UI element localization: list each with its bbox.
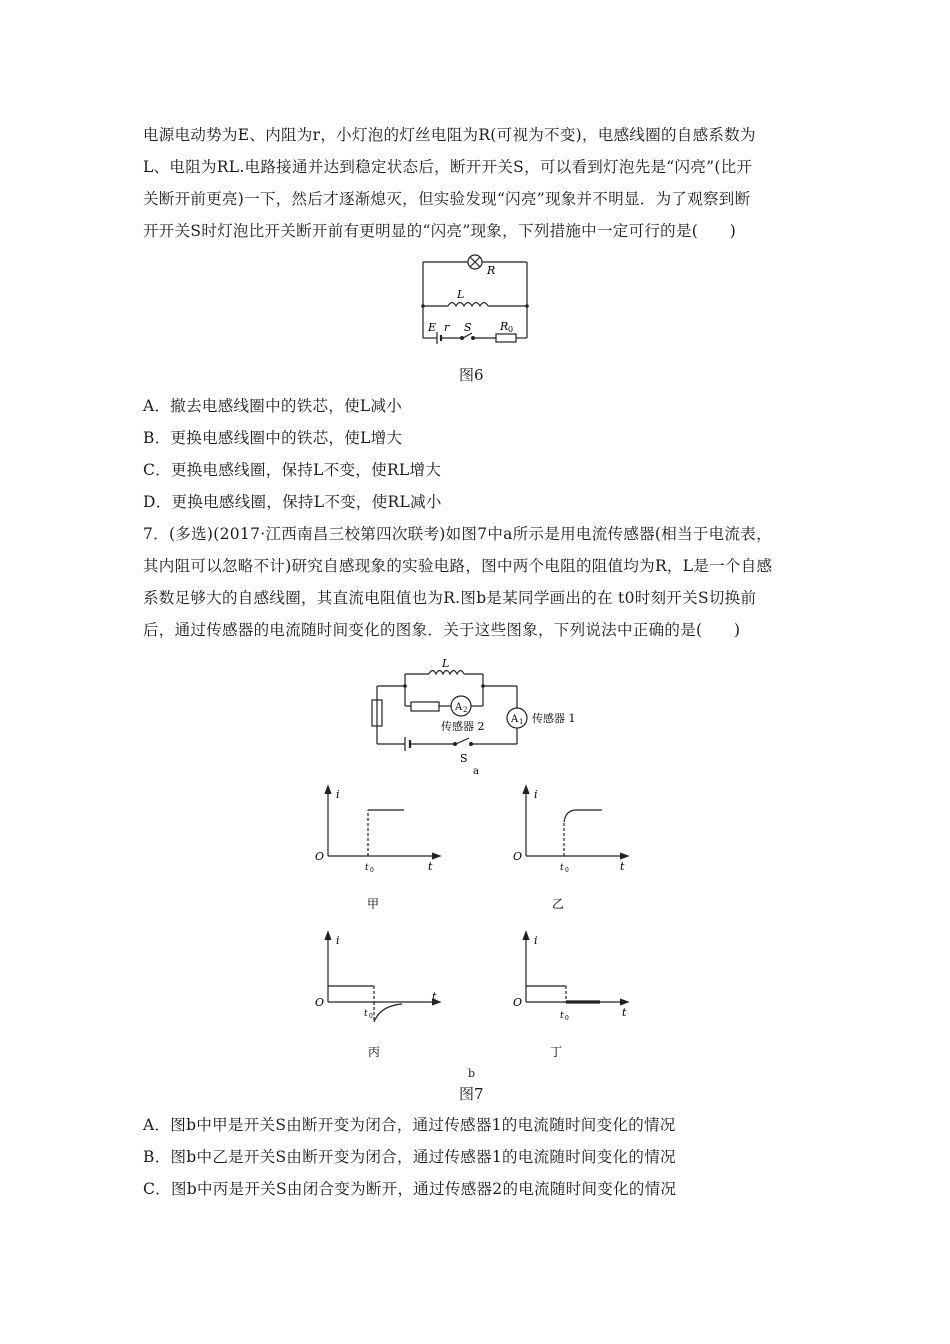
q7-line-4: 后，通过传感器的电流随时间变化的图象．关于这些图象，下列说法中正确的是( ) [143, 621, 741, 639]
label-L-7a: L [442, 657, 450, 670]
figure-6-caption: 图6 [459, 366, 484, 384]
label-A1: A [511, 714, 519, 725]
figure-7a-circuit [365, 652, 615, 777]
figure-7-caption: 图7 [459, 1085, 484, 1103]
origin-O: O [513, 850, 523, 863]
q6-line-4: 开开关S时灯泡比开关断开前有更明显的“闪亮”现象，下列措施中一定可行的是( ) [143, 222, 737, 240]
label-L: L [457, 288, 465, 301]
resistor-r0 [496, 334, 516, 342]
label-t0-sub: 0 [369, 1013, 373, 1020]
label-t0: t [560, 1011, 564, 1021]
label-A2: A [455, 702, 463, 713]
q7-option-a: A．图b中甲是开关S由断开变为闭合，通过传感器1的电流随时间变化的情况 [143, 1116, 676, 1134]
label-E: E [428, 321, 437, 334]
label-sensor1: 传感器 1 [532, 712, 576, 725]
label-S: S [464, 321, 472, 334]
q7-line-3: 系数足够大的自感线圈，其直流电阻值也为R.图b是某同学画出的在 t0时刻开关S切换前 [143, 589, 757, 607]
inductor-coil-7a [429, 671, 464, 675]
inductor-coil [448, 303, 488, 307]
graph-ding [510, 930, 650, 1060]
q6-line-2: L、电阻为RL.电路接通并达到稳定状态后，断开开关S，可以看到灯泡先是“闪亮”(比开 [143, 158, 753, 176]
label-S-7a: S [460, 752, 468, 765]
label-r: r [444, 321, 450, 334]
graph-yi [510, 784, 650, 914]
q7-line-1: 7．(多选)(2017·江西南昌三校第四次联考)如图7中a所示是用电流传感器(相当于电流表， [143, 525, 772, 543]
label-t0-sub: 0 [370, 867, 374, 874]
axis-i: i [336, 788, 340, 801]
q6-option-d: D．更换电感线圈，保持L不变，使RL减小 [143, 493, 442, 511]
graph-name-ding: 丁 [550, 1045, 563, 1059]
q7-option-c: C．图b中丙是开关S由闭合变为断开，通过传感器2的电流随时间变化的情况 [143, 1180, 677, 1198]
label-t0-sub: 0 [565, 1015, 569, 1022]
label-sub-a: a [473, 766, 479, 777]
axis-t: t [622, 1006, 627, 1019]
label-t0: t [365, 863, 369, 873]
origin-O: O [315, 850, 325, 863]
q6-option-b: B．更换电感线圈中的铁芯，使L增大 [143, 429, 403, 447]
label-sensor2: 传感器 2 [441, 720, 485, 733]
figure-6-circuit [410, 250, 540, 350]
axis-t: t [432, 990, 437, 1003]
axis-i: i [534, 934, 538, 947]
label-A1-sub: 1 [519, 718, 524, 726]
graph-name-bing: 丙 [368, 1045, 381, 1059]
graph-jia [312, 784, 452, 914]
label-t0: t [364, 1009, 368, 1019]
q6-line-3: 关断开前更亮)一下，然后才逐渐熄灭，但实验发现“闪亮”现象并不明显．为了观察到断 [143, 190, 751, 208]
axis-i: i [534, 788, 538, 801]
q6-line-1: 电源电动势为E、内阻为r，小灯泡的灯丝电阻为R(可视为不变)，电感线圈的自感系数为 [143, 126, 756, 144]
label-t0: t [560, 863, 564, 873]
origin-O: O [513, 996, 523, 1009]
q7-option-b: B．图b中乙是开关S由断开变为闭合，通过传感器1的电流随时间变化的情况 [143, 1148, 676, 1166]
graph-name-jia: 甲 [367, 897, 380, 911]
label-R: R [487, 264, 496, 277]
axis-t: t [620, 860, 625, 873]
resistor-branch [411, 702, 439, 711]
graph-bing [312, 930, 452, 1060]
label-A2-sub: 2 [463, 706, 468, 714]
graph-name-yi: 乙 [552, 897, 565, 911]
label-R0-sub: 0 [508, 325, 514, 334]
label-t0-sub: 0 [565, 867, 569, 874]
q7-line-2: 其内阻可以忽略不计)研究自感现象的实验电路，图中两个电阻的阻值均为R，L是一个自感 [143, 557, 773, 575]
q6-option-a: A．撤去电感线圈中的铁芯，使L减小 [143, 397, 403, 415]
origin-O: O [315, 996, 325, 1009]
axis-i: i [336, 934, 340, 947]
q6-option-c: C．更换电感线圈，保持L不变，使RL增大 [143, 461, 442, 479]
axis-t: t [428, 860, 433, 873]
label-R0: R [500, 320, 509, 333]
figure-7b-sublabel: b [468, 1067, 476, 1080]
